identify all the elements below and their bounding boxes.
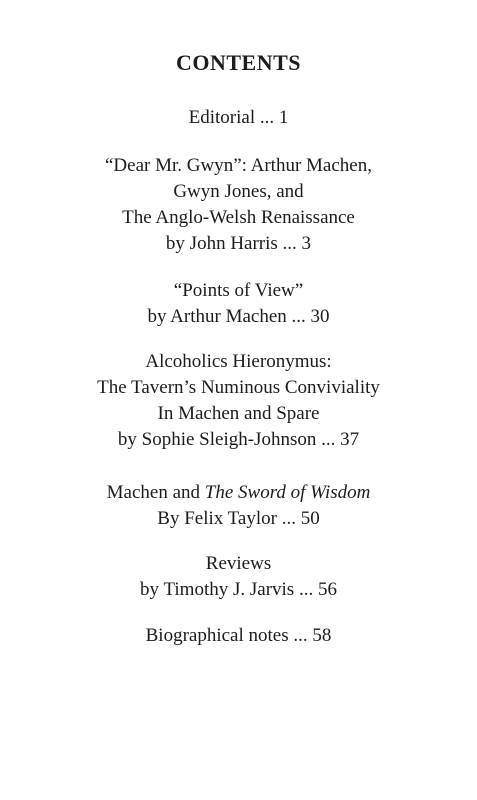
toc-entry-editorial[interactable]	[0, 105, 477, 131]
page-title: CONTENTS	[175, 50, 302, 75]
toc-entry-sword-of-wisdom[interactable]	[0, 480, 477, 532]
toc-line: “Points of View”	[173, 280, 304, 301]
toc-entry-alcoholics-hieronymus[interactable]	[0, 349, 477, 453]
toc-line: The Anglo-Welsh Renaissance	[122, 207, 355, 228]
toc-entry-points-of-view[interactable]	[0, 278, 477, 330]
toc-line	[0, 480, 477, 506]
toc-entry-dear-mr-gwyn[interactable]	[0, 153, 477, 257]
toc-line: by Timothy J. Jarvis ... 56	[140, 579, 337, 600]
toc-line: In Machen and Spare	[157, 403, 320, 424]
toc-line: The Tavern’s Numinous Conviviality	[97, 377, 380, 398]
toc-line: by Arthur Machen ... 30	[147, 306, 330, 327]
toc-line: By Felix Taylor ... 50	[157, 508, 320, 529]
toc-line: Reviews	[205, 553, 272, 574]
toc-entry-biographical-notes[interactable]	[0, 623, 477, 649]
toc-line: Editorial ... 1	[188, 107, 289, 128]
toc-line: by Sophie Sleigh-Johnson ... 37	[117, 429, 360, 450]
toc-text: Machen and	[106, 482, 205, 503]
toc-line: Biographical notes ... 58	[145, 625, 332, 646]
toc-line: Alcoholics Hieronymus:	[145, 351, 332, 372]
toc-line: by John Harris ... 3	[165, 233, 312, 254]
toc-entry-reviews[interactable]	[0, 551, 477, 603]
toc-line: Gwyn Jones, and	[173, 181, 304, 202]
toc-italic-title: The Sword of Wisdom	[204, 482, 371, 503]
toc-line: “Dear Mr. Gwyn”: Arthur Machen,	[105, 155, 372, 176]
